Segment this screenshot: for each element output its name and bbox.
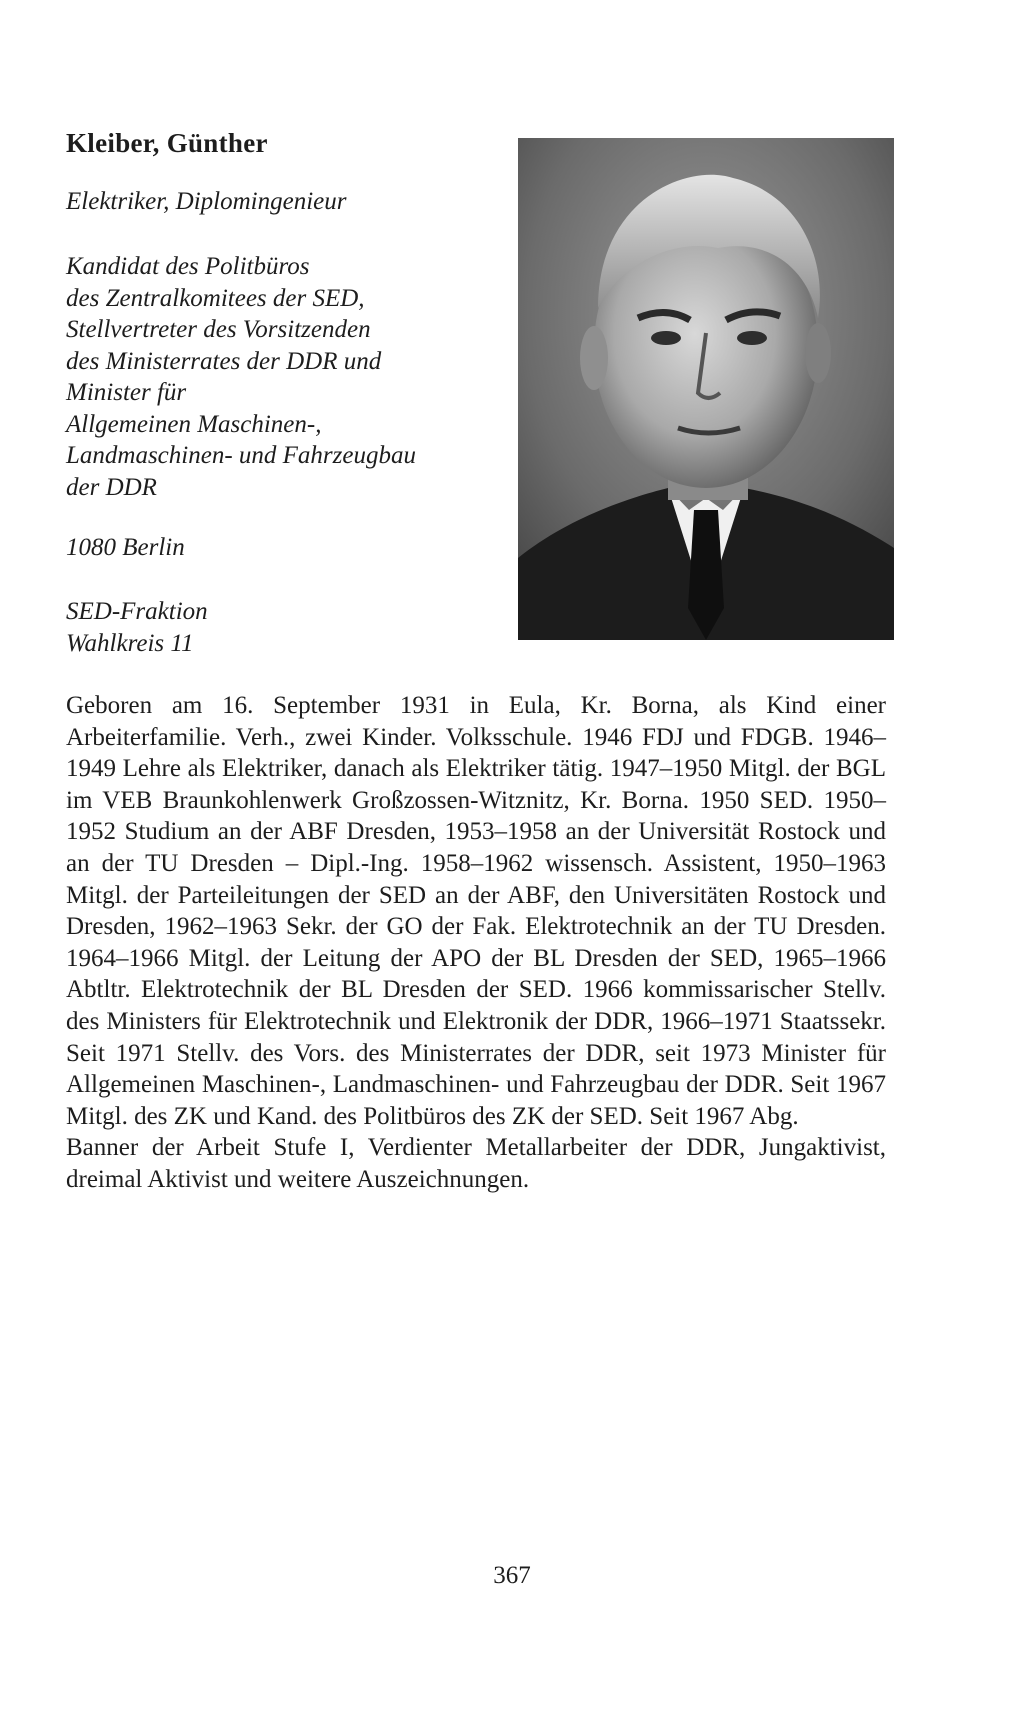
position-line: Landmaschinen- und Fahrzeugbau (66, 442, 416, 469)
page-number: 367 (493, 1562, 531, 1589)
position-line: Stellvertreter des Vorsitzenden (66, 316, 371, 343)
profession (66, 186, 347, 218)
faction: SED-Fraktion (66, 598, 208, 625)
position-line: Minister für (66, 379, 187, 406)
positions-block (66, 251, 416, 503)
position-line: des Zentralkomitees der SED, (66, 284, 365, 312)
position-line: der DDR (66, 473, 157, 501)
location: 1080 Berlin (66, 534, 185, 561)
person-name: Kleiber, Günther (66, 128, 268, 158)
position-line: des Ministerrates der DDR und (66, 347, 382, 375)
constituency: Wahlkreis 11 (66, 629, 194, 657)
position-line: Kandidat des Politbüros (66, 253, 310, 280)
location-block (66, 532, 185, 564)
awards-paragraph: Banner der Arbeit Stufe I, Verdienter Metallarbeiter der DDR, Jungaktivist, dreimal Aktivist und weitere Auszeichnungen. (66, 1134, 886, 1193)
biography (66, 690, 886, 1196)
portrait-photo (518, 138, 894, 640)
faction-block (66, 596, 208, 659)
biography-paragraph: Geboren am 16. September 1931 in Eula, Kr. Borna, als Kind einer Arbeiterfamilie. Verh., zwei Kinder. Volksschule. 1946 FDJ und FDGB. 1946–1949 Lehre als Elektriker, danach als Elektriker tätig. 1947–1950 Mitgl. der BGL im VEB Braunkohlenwerk Großzossen-Witznitz, Kr. Borna. 1950 SED. 1950–1952 Studium an der ABF Dresden, 1953–1958 an der Universität Rostock und an der TU Dresden – Dipl.-Ing. 1958–1962 wissensch. Assistent, 1950–1963 Mitgl. der Parteileitungen der SED an der ABF, den Universitäten Rostock und Dresden, 1962–1963 Sekr. der GO der Fak. Elektrotechnik an der TU Dresden. 1964–1966 Mitgl. der Leitung der APO der BL Dresden der SED, 1965–1966 Abtltr. Elektrotechnik der BL Dresden der SED. 1966 kommissarischer Stellv. des Ministers für Elektrotechnik und Elektronik der DDR, 1966–1971 Staatssekr. Seit 1971 Stellv. des Vors. des Ministerrates der DDR, seit 1973 Minister für Allgemeinen Maschinen-, Landmaschinen- und Fahrzeugbau der DDR. Seit 1967 Mitgl. des ZK und Kand. des Politbüros des ZK der SED. Seit 1967 Abg. (66, 692, 886, 1130)
profession-text: Elektriker, Diplomingenieur (66, 188, 347, 215)
position-line: Allgemeinen Maschinen-, (66, 410, 322, 438)
